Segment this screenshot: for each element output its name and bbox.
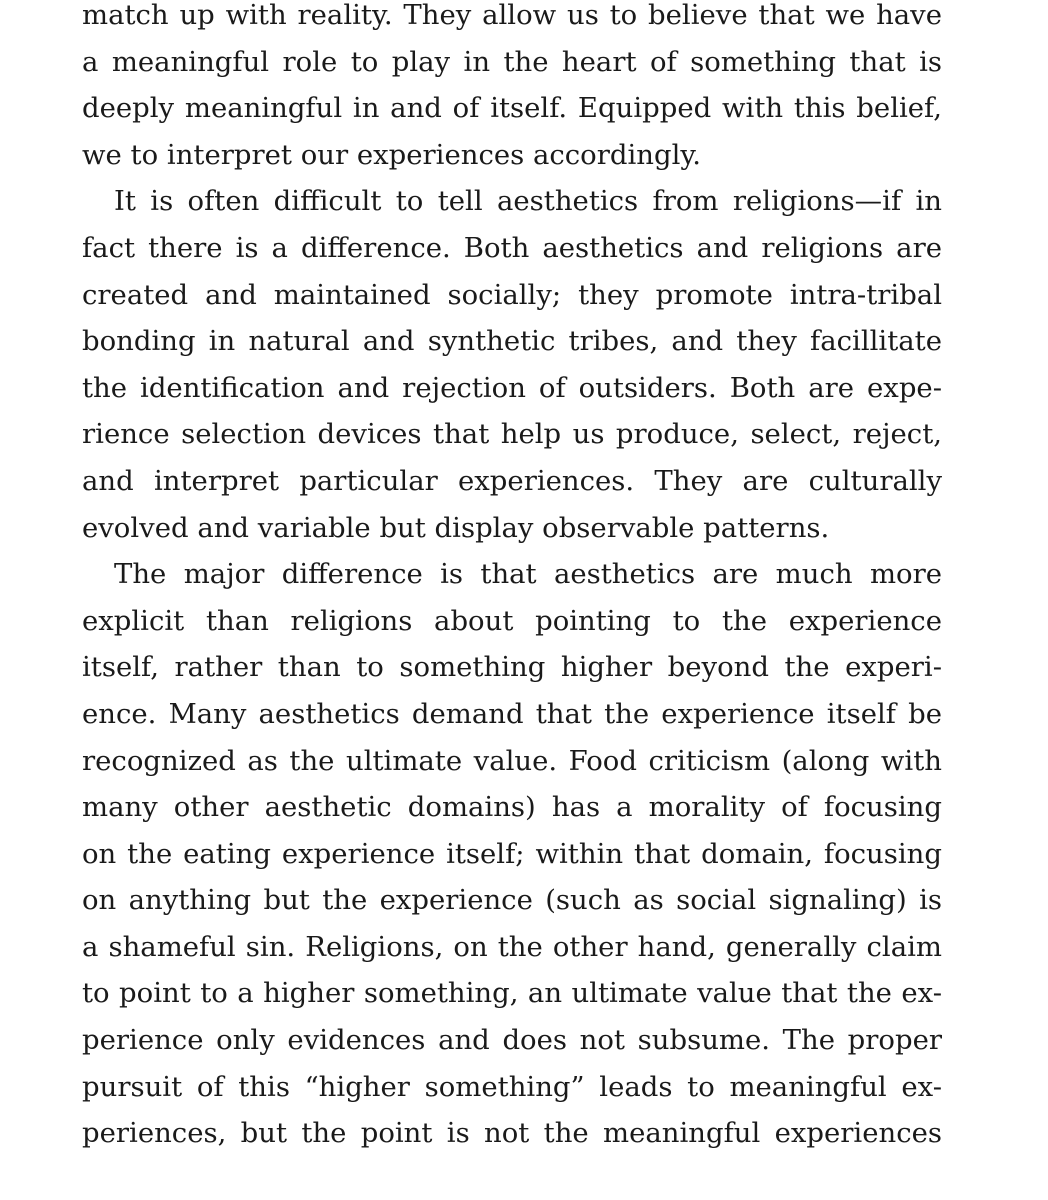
text-line: the identification and rejection of outsiders. Both are expe-: [82, 371, 942, 404]
text-line: pursuit of this “higher something” leads to meaningful ex-: [82, 1070, 942, 1103]
text-line: bonding in natural and synthetic tribes, and they facillitate: [82, 325, 942, 358]
text-line: to point to a higher something, an ultimate value that the ex-: [82, 977, 942, 1010]
text-line: match up with reality. They allow us to believe that we have: [82, 0, 942, 31]
text-line: ence. Many aesthetics demand that the experience itself be: [82, 697, 942, 730]
text-line: fact there is a difference. Both aesthetics and religions are: [82, 231, 942, 264]
text-line: on anything but the experience (such as social signaling) is: [82, 884, 942, 917]
text-line: a shameful sin. Religions, on the other hand, generally claim: [82, 930, 942, 963]
text-line: on the eating experience itself; within that domain, focusing: [82, 837, 942, 870]
text-line: periences, but the point is not the meaningful experiences: [82, 1117, 942, 1150]
text-line: It is often difficult to tell aesthetics from religions—if in: [114, 185, 942, 218]
text-line: explicit than religions about pointing to the experience: [82, 604, 942, 637]
text-line: evolved and variable but display observable patterns.: [82, 511, 830, 544]
text-line: rience selection devices that help us produce, select, reject,: [82, 418, 942, 451]
paragraph-3: [82, 551, 942, 1157]
text-line: recognized as the ultimate value. Food criticism (along with: [82, 744, 942, 777]
text-line: perience only evidences and does not subsume. The proper: [82, 1024, 942, 1057]
text-line: The major difference is that aesthetics are much more: [114, 558, 942, 591]
text-line: created and maintained socially; they promote intra-tribal: [82, 278, 942, 311]
text-line: many other aesthetic domains) has a morality of focusing: [82, 791, 942, 824]
body-text: [82, 0, 942, 1157]
text-line: and interpret particular experiences. They are culturally: [82, 464, 942, 497]
paragraph-2: [82, 178, 942, 551]
text-line: itself, rather than to something higher beyond the experi-: [82, 651, 942, 684]
text-line: deeply meaningful in and of itself. Equipped with this belief,: [82, 92, 942, 125]
text-line: a meaningful role to play in the heart of something that is: [82, 45, 942, 78]
paragraph-1: [82, 0, 942, 178]
text-line: we to interpret our experiences accordingly.: [82, 138, 702, 171]
